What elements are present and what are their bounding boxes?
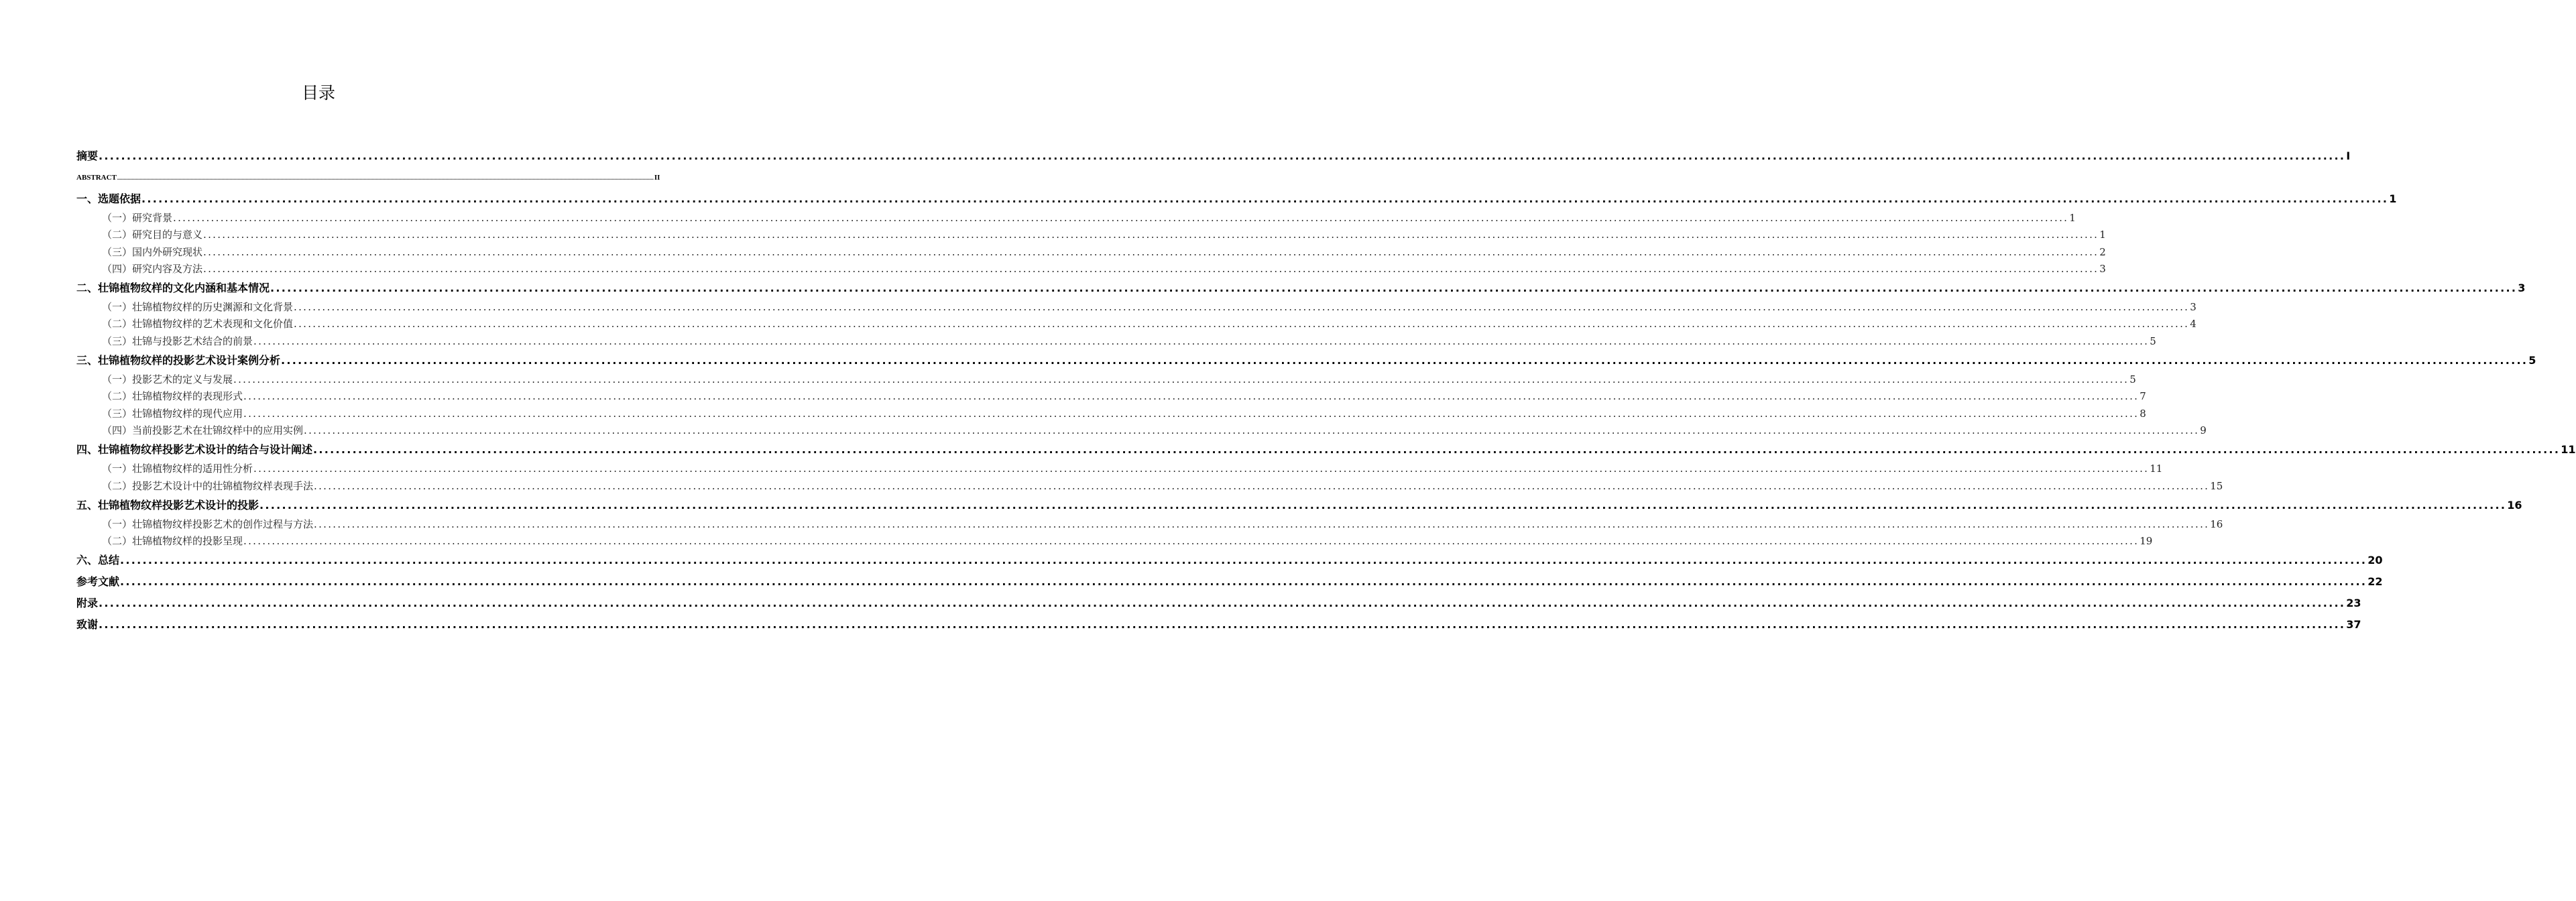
- toc-subentry[interactable]: [76, 316, 2197, 333]
- toc-title: 目录: [301, 83, 335, 103]
- toc-entry-title: （四）当前投影艺术在壮锦纹样中的应用实例: [102, 424, 304, 436]
- toc-leader-dots: ................................................................................................................................................................................................................................................................................................................................................................................................................: [253, 335, 2150, 347]
- toc-entry-title: （二）投影艺术设计中的壮锦植物纹样表现手法: [102, 479, 314, 492]
- toc-entry-title: （三）壮锦与投影艺术结合的前景: [102, 335, 253, 347]
- toc-leader-dots: ................................................................................................................................................................................................................................................................................................................................................................................................................: [253, 463, 2150, 475]
- toc-entry-title: 六、总结: [76, 554, 120, 567]
- toc-subentry[interactable]: [76, 371, 2136, 388]
- toc-page-number: 15: [2210, 479, 2223, 492]
- toc-entry-title: （四）研究内容及方法: [102, 262, 203, 275]
- toc-entry[interactable]: [76, 439, 2576, 461]
- toc-subentry[interactable]: [76, 244, 2106, 261]
- toc-entry-title: （一）壮锦植物纹样投影艺术的创作过程与方法: [102, 518, 314, 530]
- toc-subentry[interactable]: [76, 210, 2076, 227]
- toc-entry-title: （二）壮锦植物纹样的投影呈现: [102, 535, 243, 548]
- toc-subentry[interactable]: [76, 478, 2223, 495]
- toc-entry-title: （一）壮锦植物纹样的适用性分析: [102, 463, 253, 475]
- toc-entry-title: （二）壮锦植物纹样的艺术表现和文化价值: [102, 318, 294, 331]
- toc-page-number: II: [654, 174, 660, 182]
- toc-subentry[interactable]: [76, 406, 2146, 422]
- toc-page-number: 37: [2346, 618, 2361, 632]
- toc-page-number: 22: [2367, 575, 2383, 589]
- toc-page-number: 11: [2561, 443, 2576, 457]
- toc-page-number: 3: [2190, 301, 2197, 314]
- toc-leader-dots: ................................................................................................................................................................................................................................................................................................................................................................................................................: [313, 443, 2561, 457]
- toc-subentry[interactable]: [76, 299, 2197, 316]
- toc-entry-title: 一、选题依据: [76, 192, 141, 205]
- toc-entry-title: 三、壮锦植物纹样的投影艺术设计案例分析: [76, 354, 281, 367]
- toc-entry-title: 二、壮锦植物纹样的文化内涵和基本情况: [76, 282, 270, 295]
- toc-page-number: 16: [2210, 518, 2223, 530]
- toc-leader-dots: ................................................................................................................................................................................................................................................................................................................................................................................................................: [203, 262, 2099, 275]
- toc-leader-dots: ................................................................................................................................................................................................................................................................................................................................................................................................................: [294, 301, 2190, 314]
- toc-page-number: 5: [2150, 335, 2156, 347]
- toc-subentry[interactable]: [76, 422, 2207, 439]
- toc-entry-title: 四、壮锦植物纹样投影艺术设计的结合与设计阐述: [76, 443, 313, 457]
- toc-page-number: 1: [2099, 229, 2106, 241]
- toc-page-number: 1: [2069, 212, 2076, 224]
- toc-page-number: 20: [2367, 554, 2383, 567]
- toc-subentry[interactable]: [76, 388, 2146, 405]
- toc-entry-title: 摘要: [76, 149, 99, 162]
- toc-page-number: 3: [2099, 262, 2106, 275]
- toc-entry[interactable]: [76, 167, 660, 188]
- toc-page-number: I: [2346, 149, 2351, 162]
- toc-entry[interactable]: [76, 495, 2522, 516]
- toc-entry[interactable]: [76, 614, 2361, 636]
- toc-page-number: 11: [2150, 463, 2163, 475]
- toc-entry[interactable]: [76, 593, 2361, 614]
- toc-entry[interactable]: [76, 550, 2383, 571]
- toc-entry-title: （三）国内外研究现状: [102, 245, 203, 258]
- toc-subentry[interactable]: [76, 516, 2223, 533]
- toc-leader-dots: ................................................................................................................................................................................................................................................................................................................................................................................................................: [203, 245, 2099, 258]
- toc-entry-title: 致谢: [76, 618, 99, 632]
- toc-entry-title: （二）壮锦植物纹样的表现形式: [102, 390, 243, 403]
- toc-leader-dots: ................................................................................................................................................................................................................................................................................................................................................................................................................: [117, 175, 654, 181]
- toc-leader-dots: ................................................................................................................................................................................................................................................................................................................................................................................................................: [294, 318, 2190, 331]
- toc-page-number: 5: [2528, 354, 2536, 367]
- toc-leader-dots: ................................................................................................................................................................................................................................................................................................................................................................................................................: [281, 354, 2528, 367]
- toc-leader-dots: ................................................................................................................................................................................................................................................................................................................................................................................................................: [259, 498, 2507, 512]
- toc-entry-title: 附录: [76, 597, 99, 610]
- toc-entry-title: （三）壮锦植物纹样的现代应用: [102, 407, 243, 420]
- toc-leader-dots: ................................................................................................................................................................................................................................................................................................................................................................................................................: [203, 229, 2099, 241]
- toc-entry-title: （一）壮锦植物纹样的历史渊源和文化背景: [102, 301, 294, 314]
- toc-page-number: 16: [2507, 498, 2522, 512]
- toc-page-number: 19: [2140, 535, 2153, 548]
- toc-entry-title: ABSTRACT: [76, 174, 117, 182]
- toc-page-number: 2: [2099, 245, 2106, 258]
- toc-leader-dots: ................................................................................................................................................................................................................................................................................................................................................................................................................: [99, 597, 2346, 610]
- toc-leader-dots: ................................................................................................................................................................................................................................................................................................................................................................................................................: [99, 618, 2346, 632]
- toc-entry-title: 参考文献: [76, 575, 120, 589]
- toc-leader-dots: ................................................................................................................................................................................................................................................................................................................................................................................................................: [120, 554, 2367, 567]
- toc-leader-dots: ................................................................................................................................................................................................................................................................................................................................................................................................................: [243, 535, 2140, 548]
- toc-entry[interactable]: [76, 350, 2536, 371]
- toc-subentry[interactable]: [76, 261, 2106, 278]
- toc-subentry[interactable]: [76, 533, 2153, 550]
- toc-leader-dots: ................................................................................................................................................................................................................................................................................................................................................................................................................: [314, 479, 2210, 492]
- toc-leader-dots: ................................................................................................................................................................................................................................................................................................................................................................................................................: [270, 282, 2518, 295]
- toc-entry[interactable]: [76, 188, 2397, 210]
- toc-leader-dots: ................................................................................................................................................................................................................................................................................................................................................................................................................: [141, 192, 2389, 205]
- toc-page-number: 3: [2518, 282, 2526, 295]
- toc-subentry[interactable]: [76, 461, 2163, 477]
- toc-leader-dots: ................................................................................................................................................................................................................................................................................................................................................................................................................: [99, 149, 2346, 162]
- toc-page-number: 4: [2190, 318, 2197, 331]
- toc-leader-dots: ................................................................................................................................................................................................................................................................................................................................................................................................................: [233, 373, 2129, 386]
- toc-entry[interactable]: [76, 278, 2526, 299]
- toc-subentry[interactable]: [76, 227, 2106, 243]
- toc-page-number: 5: [2129, 373, 2136, 386]
- toc-leader-dots: ................................................................................................................................................................................................................................................................................................................................................................................................................: [243, 407, 2140, 420]
- toc-entry[interactable]: [76, 571, 2383, 593]
- toc-entry[interactable]: [76, 145, 2351, 167]
- toc-leader-dots: ................................................................................................................................................................................................................................................................................................................................................................................................................: [120, 575, 2367, 589]
- toc-leader-dots: ................................................................................................................................................................................................................................................................................................................................................................................................................: [314, 518, 2210, 530]
- toc-page-number: 8: [2140, 407, 2146, 420]
- table-of-contents: [76, 145, 2576, 636]
- toc-page-number: 7: [2140, 390, 2146, 403]
- toc-entry-title: 五、壮锦植物纹样投影艺术设计的投影: [76, 498, 259, 512]
- toc-subentry[interactable]: [76, 333, 2156, 350]
- toc-leader-dots: ................................................................................................................................................................................................................................................................................................................................................................................................................: [173, 212, 2069, 224]
- toc-entry-title: （一）投影艺术的定义与发展: [102, 373, 233, 386]
- toc-entry-title: （二）研究目的与意义: [102, 229, 203, 241]
- toc-entry-title: （一）研究背景: [102, 212, 173, 224]
- toc-page-number: 1: [2389, 192, 2397, 205]
- toc-page-number: 9: [2200, 424, 2207, 436]
- toc-leader-dots: ................................................................................................................................................................................................................................................................................................................................................................................................................: [304, 424, 2200, 436]
- toc-leader-dots: ................................................................................................................................................................................................................................................................................................................................................................................................................: [243, 390, 2140, 403]
- toc-page-number: 23: [2346, 597, 2361, 610]
